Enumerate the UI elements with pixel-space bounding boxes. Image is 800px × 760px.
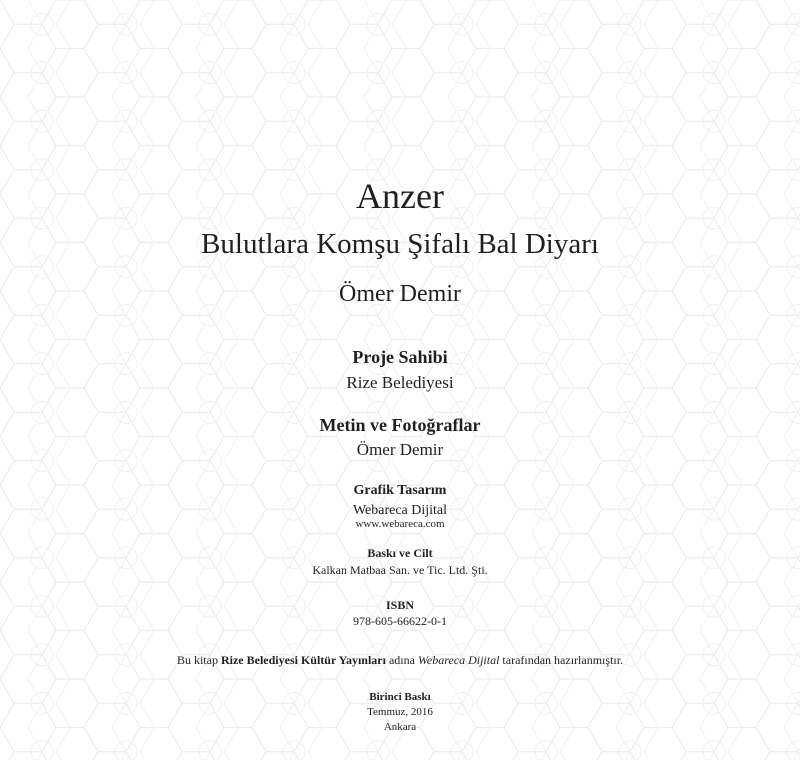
print-label: Baskı ve Cilt [367,546,433,560]
edition-label: Birinci Baskı [369,691,431,703]
statement-part1: Bu kitap [176,653,221,667]
book-title: Anzer [356,176,444,216]
graphic-design-value: Webareca Dijital [352,503,448,518]
isbn-label: ISBN [385,598,414,612]
statement-part3: tarafından hazırlanmıştır. [499,653,624,667]
statement-part2: adına [385,653,418,667]
book-author: Ömer Demir [339,281,461,307]
text-photos-label: Metin ve Fotoğraflar [319,415,481,435]
edition-date: Temmuz, 2016 [367,706,433,718]
project-owner-value: Rize Belediyesi [346,373,454,392]
graphic-design-label: Grafik Tasarım [353,483,447,498]
book-subtitle: Bulutlara Komşu Şifalı Bal Diyarı [201,228,599,260]
statement-producer: Webareca Dijital [417,653,500,667]
graphic-design-url: www.webareca.com [355,518,445,530]
edition-city: Ankara [383,721,417,733]
publication-statement [0,652,800,668]
isbn-value: 978-605-66622-0-1 [353,614,447,628]
project-owner-label: Proje Sahibi [352,347,448,367]
text-photos-value: Ömer Demir [356,440,444,459]
print-value: Kalkan Matbaa San. ve Tic. Ltd. Şti. [312,563,488,577]
statement-publisher: Rize Belediyesi Kültür Yayınları [220,653,386,667]
